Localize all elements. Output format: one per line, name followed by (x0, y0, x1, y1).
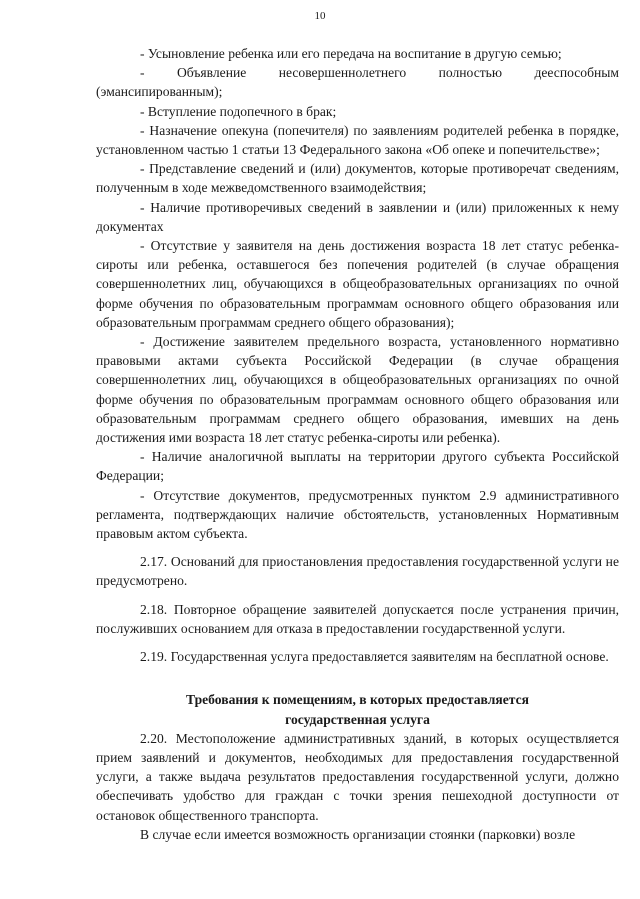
document-body (96, 44, 619, 844)
section-heading-line-2: государственная услуга (285, 711, 430, 727)
section-heading (96, 690, 619, 728)
paragraph-orphan-status: - Отсутствие у заявителя на день достижения возраста 18 лет статус ребенка-сироты или ребенка, оставшегося без попечения родителей (в случае обращения совершеннолетних лиц, обучающихся в общеобразовательных организациях по очной форме обучения по образовательным программам основного общего образования или образовательным программам среднего общего образования); (96, 238, 619, 330)
paragraph-missing-documents: - Отсутствие документов, предусмотренных пунктом 2.9 административного регламента, подтверждающих наличие обстоятельств, установленных Нормативным правовым актом субъекта. (96, 487, 619, 542)
paragraph-emancipation: - Объявление несовершеннолетнего полностью дееспособным (эмансипированным); (96, 65, 619, 100)
paragraph-contradictory-info: - Наличие противоречивых сведений в заявлении и (или) приложенных к нему документах (96, 199, 619, 234)
paragraph-2-20: 2.20. Местоположение административных зданий, в которых осуществляется прием заявлений и документов, необходимых для предоставления государственной услуги, а также выдача результатов предоставления государственной услуги, должно обеспечивать удобство для граждан с точки зрения пешеходной доступности от остановок общественного транспорта. (96, 730, 619, 823)
paragraph-contradicting-documents: - Представление сведений и (или) документов, которые противоречат сведениям, полученным в ходе межведомственного взаимодействия; (96, 161, 619, 196)
paragraph-adoption: - Усыновление ребенка или его передача на воспитание в другую семью; (140, 46, 562, 61)
paragraph-2-19: 2.19. Государственная услуга предоставляется заявителям на бесплатной основе. (140, 649, 609, 665)
paragraph-2-17: 2.17. Оснований для приостановления предоставления государственной услуги не предусмотрено. (96, 554, 619, 589)
paragraph-similar-payment: - Наличие аналогичной выплаты на территории другого субъекта Российской Федерации; (96, 449, 619, 484)
paragraph-age-limit: - Достижение заявителем предельного возраста, установленного нормативно правовыми актами субъекта Российской Федерации (в случае обращения совершеннолетних лиц, обучающихся в общеобразовательных организациях по очной форме обучения по образовательным программам основного общего образования или образовательным программам среднего общего образования, имевших на день достижения ими возраста 18 лет статус ребенка-сироты или ребенка). (96, 334, 619, 446)
paragraph-guardian-appointment: - Назначение опекуна (попечителя) по заявлениям родителей ребенка в порядке, установленном частью 1 статьи 13 Федерального закона «Об опеке и попечительстве»; (96, 122, 619, 158)
section-heading-line-1: Требования к помещениям, в которых предоставляется (186, 692, 529, 708)
paragraph-marriage: - Вступление подопечного в брак; (140, 103, 337, 119)
paragraph-parking: В случае если имеется возможность организации стоянки (парковки) возле (140, 826, 576, 842)
page-number: 10 (314, 10, 326, 22)
paragraph-2-18: 2.18. Повторное обращение заявителей допускается после устранения причин, послуживших основанием для отказа в предоставлении государственной услуги. (96, 601, 619, 636)
